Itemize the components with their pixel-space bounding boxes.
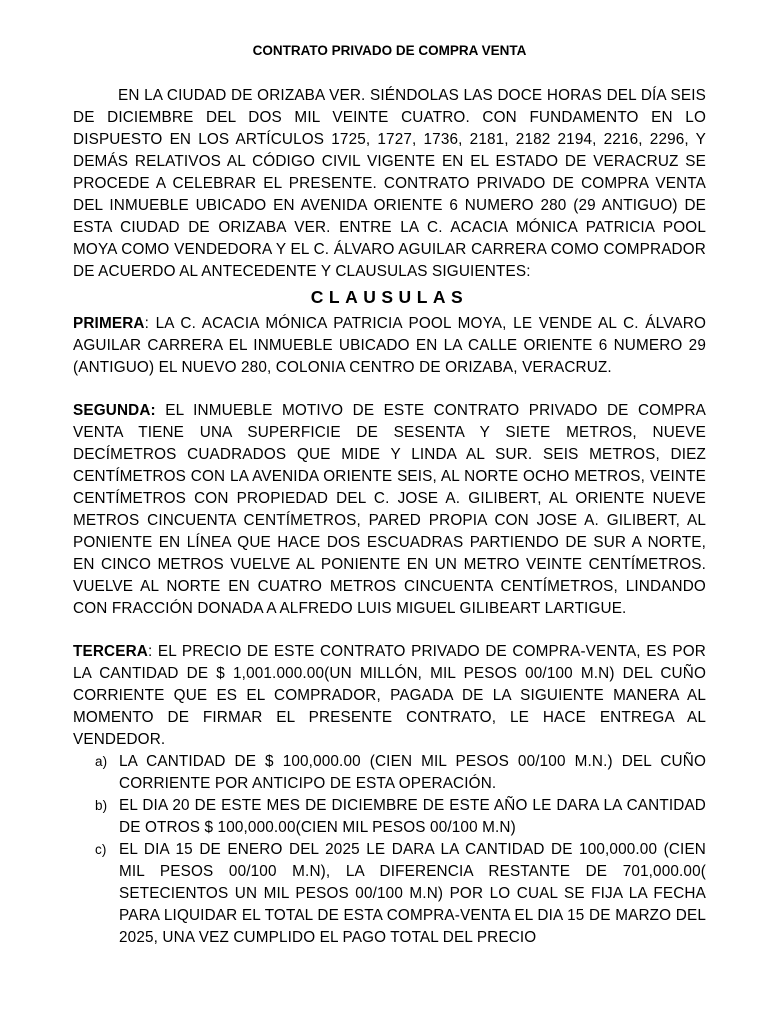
document-title: CONTRATO PRIVADO DE COMPRA VENTA: [252, 43, 527, 58]
clause-tercera: [73, 641, 706, 751]
list-marker: a): [95, 754, 108, 769]
payment-item-a: [73, 751, 706, 795]
clause-primera-label: PRIMERA: [73, 315, 145, 332]
clause-tercera-label: TERCERA: [73, 643, 148, 660]
clause-segunda-label: SEGUNDA:: [73, 402, 156, 419]
clause-primera-text: : LA C. ACACIA MÓNICA PATRICIA POOL MOYA, LE VENDE AL C. ÁLVARO AGUILAR CARRERA EL INMUEBLE UBICADO EN LA CALLE ORIENTE 6 NUMERO 29 (ANTIGUO) EL NUEVO 280, COLONIA CENTRO DE ORIZABA, VERACRUZ.: [73, 315, 706, 376]
payment-item-text: EL DIA 15 DE ENERO DEL 2025 LE DARA LA CANTIDAD DE 100,000.00 (CIEN MIL PESOS 00/100 M.N), LA DIFERENCIA RESTANTE DE 701,000.00( SETECIENTOS UN MIL PESOS 00/100 M.N) POR LO CUAL SE FIJA LA FECHA PARA LIQUIDAR EL TOTAL DE ESTA COMPRA-VENTA EL DIA 15 DE MARZO DEL 2025, UNA VEZ CUMPLIDO EL PAGO TOTAL DEL PRECIO: [119, 841, 706, 946]
clausulas-heading: CLAUSULAS: [310, 287, 469, 307]
list-marker: b): [95, 798, 108, 813]
clause-segunda-text: EL INMUEBLE MOTIVO DE ESTE CONTRATO PRIVADO DE COMPRA VENTA TIENE UNA SUPERFICIE DE SESENTA Y SIETE METROS, NUEVE DECÍMETROS CUADRADOS QUE MIDE Y LINDA AL SUR. SEIS METROS, DIEZ CENTÍMETROS CON LA AVENIDA ORIENTE SEIS, AL NORTE OCHO METROS, VEINTE CENTÍMETROS CON PROPIEDAD DEL C. JOSE A. GILIBERT, AL ORIENTE NUEVE METROS CINCUENTA CENTÍMETROS, PARED PROPIA CON JOSE A. GILIBERT, AL PONIENTE EN LÍNEA QUE HACE DOS ESCUADRAS PARTIENDO DE SUR A NORTE, EN CINCO METROS VUELVE AL PONIENTE EN UN METRO VEINTE CENTÍMETROS. VUELVE AL NORTE EN CUATRO METROS CINCUENTA CENTÍMETROS, LINDANDO CON FRACCIÓN DONADA A ALFREDO LUIS MIGUEL GILIBEART LARTIGUE.: [73, 402, 706, 617]
payment-item-b: [73, 795, 706, 839]
payment-item-c: [73, 839, 706, 949]
intro-paragraph: EN LA CIUDAD DE ORIZABA VER. SIÉNDOLAS LAS DOCE HORAS DEL DÍA SEIS DE DICIEMBRE DEL DOS MIL VEINTE CUATRO. CON FUNDAMENTO EN LO DISPUESTO EN LOS ARTÍCULOS 1725, 1727, 1736, 2181, 2182 2194, 2216, 2296, Y DEMÁS RELATIVOS AL CÓDIGO CIVIL VIGENTE EN EL ESTADO DE VERACRUZ SE PROCEDE A CELEBRAR EL PRESENTE. CONTRATO PRIVADO DE COMPRA VENTA DEL INMUEBLE UBICADO EN AVENIDA ORIENTE 6 NUMERO 280 (29 ANTIGUO) DE ESTA CIUDAD DE ORIZABA VER. ENTRE LA C. ACACIA MÓNICA PATRICIA POOL MOYA COMO VENDEDORA Y EL C. ÁLVARO AGUILAR CARRERA COMO COMPRADOR DE ACUERDO AL ANTECEDENTE Y CLAUSULAS SIGUIENTES:: [73, 87, 706, 280]
clause-segunda: [73, 400, 706, 620]
payment-item-text: LA CANTIDAD DE $ 100,000.00 (CIEN MIL PESOS 00/100 M.N.) DEL CUÑO CORRIENTE POR ANTICIPO DE ESTA OPERACIÓN.: [119, 753, 706, 792]
list-marker: c): [95, 842, 107, 857]
clause-primera: [73, 313, 706, 379]
payment-list: [73, 751, 706, 949]
payment-item-text: EL DIA 20 DE ESTE MES DE DICIEMBRE DE ESTE AÑO LE DARA LA CANTIDAD DE OTROS $ 100,000.00(CIEN MIL PESOS 00/100 M.N): [119, 797, 706, 836]
clause-tercera-text: : EL PRECIO DE ESTE CONTRATO PRIVADO DE COMPRA-VENTA, ES POR LA CANTIDAD DE $ 1,001.000.00(UN MILLÓN, MIL PESOS 00/100 M.N) DEL CUÑO CORRIENTE QUE ES EL COMPRADOR, PAGADA DE LA SIGUIENTE MANERA AL MOMENTO DE FIRMAR EL PRESENTE CONTRATO, LE HACE ENTREGA AL VENDEDOR.: [73, 643, 706, 748]
